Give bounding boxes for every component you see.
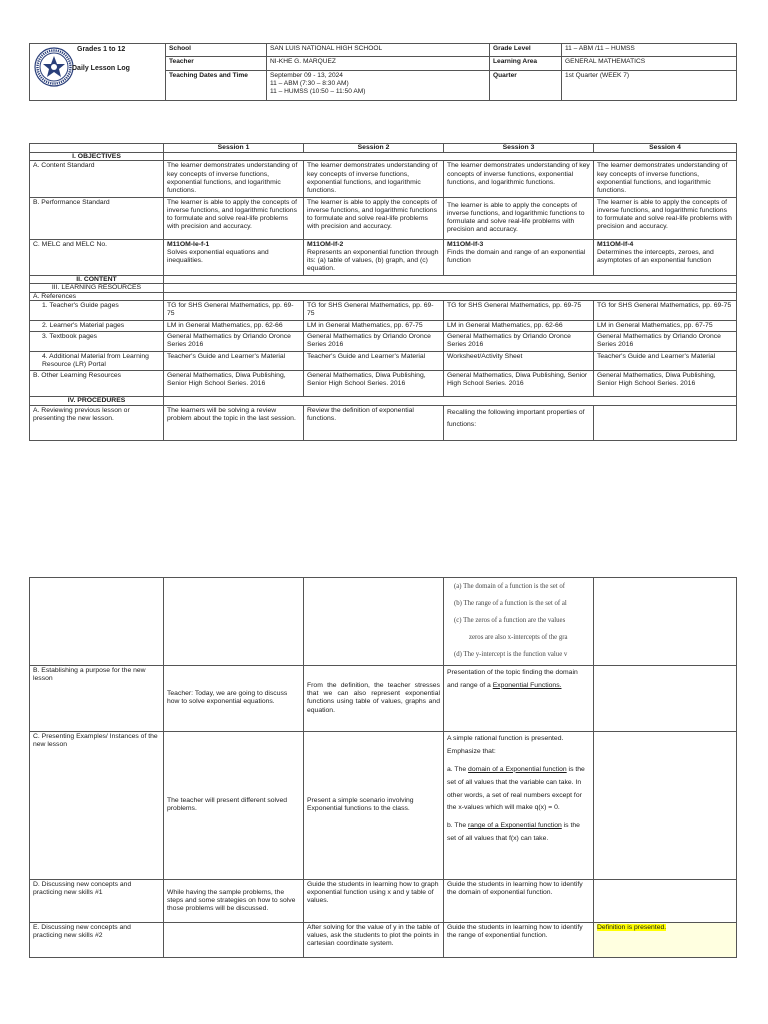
melc-desc: Finds the domain and range of an exponential function — [447, 248, 586, 265]
procedure-b-cell — [444, 665, 594, 731]
example-intro: A simple rational function is presented. Emphasize that: — [447, 734, 564, 755]
content-heading: II. CONTENT — [30, 275, 164, 283]
grades-label: Grades 1 to 12 — [77, 46, 126, 53]
procedure-d-cell — [594, 879, 737, 922]
property-line: (d) The y-intercept is the function value v — [454, 650, 568, 658]
procedures-heading: IV. PROCEDURES — [30, 397, 164, 405]
school-value: SAN LUIS NATIONAL HIGH SCHOOL — [267, 44, 490, 57]
dates-value — [267, 71, 490, 101]
melc-code: M11OM-If-4 — [597, 240, 634, 248]
other-resources-cell: General Mathematics, Diwa Publishing, Senior High School Series. 2016 — [594, 371, 737, 397]
lm-label: 2. Learner's Material pages — [30, 320, 164, 331]
property-line: zeros are also x-intercepts of the gra — [469, 633, 568, 641]
procedure-c-cell: Present a simple scenario involving Exponential functions to the class. — [304, 731, 444, 879]
definition-prefix: b. The — [447, 822, 469, 830]
school-label: School — [166, 44, 267, 57]
procedure-b-cell: Teacher: Today, we are going to discuss how to solve exponential equations. — [164, 665, 304, 731]
definition-text: is the set of all values that the variable can take. In other words, a set of real numbers except for the x-values which will make q(x) = 0. — [447, 765, 585, 812]
range-definition — [447, 820, 590, 846]
procedure-c-cell: The teacher will present different solved problems. — [164, 731, 304, 879]
header-table — [29, 43, 737, 101]
textbook-cell: General Mathematics by Orlando Oronce Series 2016 — [594, 331, 737, 351]
tg-label: 1. Teacher's Guide pages — [30, 301, 164, 321]
content-standard-cell: The learner demonstrates understanding of key concepts of inverse functions, exponential functions, and logarithmic functions. — [164, 161, 304, 197]
melc-code: M11OM-Ie-f-1 — [167, 240, 210, 248]
performance-standard-cell: The learner is able to apply the concepts of inverse functions, and logarithmic functions to formulate and solve real-life problems with precision and accuracy. — [594, 197, 737, 239]
procedure-a-cell: Review the definition of exponential functions. — [304, 405, 444, 440]
procedure-d-cell: Guide the students in learning how to identify the domain of exponential function. — [444, 879, 594, 922]
procedure-e-cell: Guide the students in learning how to identify the range of exponential function. — [444, 922, 594, 957]
property-line: (c) The zeros of a function are the values — [454, 616, 566, 624]
procedure-e-cell: After solving for the value of y in the table of values, ask the students to plot the points in cartesian coordinate system. — [304, 922, 444, 957]
blank-cell — [164, 275, 737, 283]
textbook-cell: General Mathematics by Orlando Oronce Series 2016 — [444, 331, 594, 351]
definition-text: is the set of all values that f(x) can take. — [447, 822, 580, 843]
blank-cell — [30, 144, 164, 153]
session-header: Session 3 — [444, 144, 594, 153]
references-label: A. References — [30, 292, 164, 300]
other-resources-cell: General Mathematics, Diwa Publishing, Senior High School Series. 2016 — [164, 371, 304, 397]
grade-level-value: 11 – ABM /11 – HUMSS — [562, 44, 737, 57]
melc-code: M11OM-If-2 — [307, 240, 344, 248]
procedure-a-cell: Recalling the following important properties of functions: — [444, 405, 594, 440]
melc-desc: Determines the intercepts, zeroes, and asymptotes of an exponential function — [597, 248, 714, 265]
highlighted-note: Definition is presented. — [597, 923, 667, 931]
procedure-a-cell — [594, 405, 737, 440]
blank-cell — [164, 397, 737, 405]
quarter-label: Quarter — [490, 71, 562, 101]
additional-cell: Teacher's Guide and Learner's Material — [594, 351, 737, 371]
blank-cell — [164, 153, 737, 161]
melc-desc: Solves exponential equations and inequalities. — [167, 248, 269, 265]
additional-cell: Teacher's Guide and Learner's Material — [304, 351, 444, 371]
grade-level-label: Grade Level — [490, 44, 562, 57]
blank-cell — [164, 578, 304, 666]
dates-label: Teaching Dates and Time — [166, 71, 267, 101]
blank-cell — [594, 665, 737, 731]
tg-cell: TG for SHS General Mathematics, pp. 69-75 — [444, 301, 594, 321]
learning-area-value: GENERAL MATHEMATICS — [562, 57, 737, 71]
lm-cell: LM in General Mathematics, pp. 67-75 — [304, 320, 444, 331]
additional-label: 4. Additional Material from Learning Resource (LR) Portal — [30, 351, 164, 371]
additional-cell: Worksheet/Activity Sheet — [444, 351, 594, 371]
dates-line: 11 – HUMSS (10:50 – 11:50 AM) — [270, 88, 366, 96]
blank-cell — [164, 292, 737, 300]
content-standard-label: A. Content Standard — [30, 161, 164, 197]
textbook-cell: General Mathematics by Orlando Oronce Series 2016 — [304, 331, 444, 351]
textbook-cell: General Mathematics by Orlando Oronce Series 2016 — [164, 331, 304, 351]
session-header: Session 4 — [594, 144, 737, 153]
tg-cell: TG for SHS General Mathematics, pp. 69-75 — [164, 301, 304, 321]
procedure-e-label: E. Discussing new concepts and practicing new skills #2 — [30, 922, 164, 957]
procedure-d-cell: While having the sample problems, the steps and some strategies on how to solve those problems will be discussed. — [164, 879, 304, 922]
performance-standard-cell: The learner is able to apply the concepts of inverse functions, and logarithmic functions to formulate and solve real-life problems with precision and accuracy. — [444, 197, 594, 239]
teacher-value: NI-KHE G. MARQUEZ — [267, 57, 490, 71]
domain-definition — [447, 764, 590, 816]
session-header: Session 2 — [304, 144, 444, 153]
melc-cell — [164, 239, 304, 275]
additional-cell: Teacher's Guide and Learner's Material — [164, 351, 304, 371]
procedure-a-cell: The learners will be solving a review problem about the topic in the last session. — [164, 405, 304, 440]
blank-cell — [594, 578, 737, 666]
lesson-table-continued — [29, 577, 737, 958]
definition-prefix: a. The — [447, 765, 469, 773]
other-resources-label: B. Other Learning Resources — [30, 371, 164, 397]
melc-cell — [594, 239, 737, 275]
procedure-e-cell — [594, 922, 737, 957]
content-standard-cell: The learner demonstrates understanding of key concepts of inverse functions, exponential functions, and logarithmic functions. — [444, 161, 594, 197]
log-title: Daily Lesson Log — [72, 65, 130, 72]
lesson-table — [29, 143, 737, 441]
tg-cell: TG for SHS General Mathematics, pp. 69-75 — [304, 301, 444, 321]
resources-heading: III. LEARNING RESOURCES — [30, 284, 164, 292]
content-standard-cell: The learner demonstrates understanding of key concepts of inverse functions, exponential functions, and logarithmic functions. — [594, 161, 737, 197]
learning-area-label: Learning Area — [490, 57, 562, 71]
melc-code: M11OM-If-3 — [447, 240, 484, 248]
domain-link: domain of a Exponential function — [468, 765, 567, 773]
property-line: (a) The domain of a function is the set of — [454, 583, 566, 590]
other-resources-cell: General Mathematics, Diwa Publishing, Senior High School Series. 2016 — [444, 371, 594, 397]
exponential-functions-link: Exponential Functions. — [492, 681, 562, 689]
blank-cell — [304, 578, 444, 666]
dates-line: 11 – ABM (7:30 – 8:30 AM) — [270, 80, 349, 88]
procedure-d-cell: Guide the students in learning how to graph exponential function using x and y table of values. — [304, 879, 444, 922]
blank-cell — [30, 578, 164, 666]
melc-cell — [444, 239, 594, 275]
deped-seal-icon — [34, 47, 74, 87]
blank-cell — [164, 284, 737, 292]
melc-desc: Represents an exponential function through its: (a) table of values, (b) graph, and (c) equation. — [307, 248, 439, 273]
quarter-value: 1st Quarter (WEEK 7) — [562, 71, 737, 101]
procedure-b-label: B. Establishing a purpose for the new lesson — [30, 665, 164, 731]
content-standard-cell: The learner demonstrates understanding of key concepts of inverse functions, exponential functions, and logarithmic functions. — [304, 161, 444, 197]
property-line: (b) The range of a function is the set of al — [454, 599, 567, 607]
logo-cell — [30, 44, 166, 101]
performance-standard-label: B. Performance Standard — [30, 197, 164, 239]
function-properties-image — [444, 578, 594, 666]
lm-cell: LM in General Mathematics, pp. 62-66 — [164, 320, 304, 331]
procedure-d-label: D. Discussing new concepts and practicing new skills #1 — [30, 879, 164, 922]
procedure-a-label: A. Reviewing previous lesson or presenting the new lesson. — [30, 405, 164, 440]
session-header: Session 1 — [164, 144, 304, 153]
lm-cell: LM in General Mathematics, pp. 62-66 — [444, 320, 594, 331]
procedure-c-cell — [444, 731, 594, 879]
procedure-e-cell — [164, 922, 304, 957]
range-link: range of a Exponential function — [468, 822, 562, 830]
tg-cell: TG for SHS General Mathematics, pp. 69-75 — [594, 301, 737, 321]
performance-standard-cell: The learner is able to apply the concepts of inverse functions, and logarithmic functions to formulate and solve real-life problems with precision and accuracy. — [304, 197, 444, 239]
melc-label: C. MELC and MELC No. — [30, 239, 164, 275]
purpose-text: Presentation of the topic finding the domain and range of a — [447, 668, 578, 689]
procedure-c-label: C. Presenting Examples/ Instances of the new lesson — [30, 731, 164, 879]
textbook-label: 3. Textbook pages — [30, 331, 164, 351]
procedure-b-cell: From the definition, the teacher stresses that we can also represent exponential functions using table of values, graphs and equation. — [304, 665, 444, 731]
teacher-label: Teacher — [166, 57, 267, 71]
performance-standard-cell: The learner is able to apply the concepts of inverse functions, and logarithmic functions to formulate and solve real-life problems with precision and accuracy. — [164, 197, 304, 239]
blank-cell — [594, 731, 737, 879]
other-resources-cell: General Mathematics, Diwa Publishing, Senior High School Series. 2016 — [304, 371, 444, 397]
objectives-heading: I. OBJECTIVES — [30, 153, 164, 161]
lm-cell: LM in General Mathematics, pp. 67-75 — [594, 320, 737, 331]
melc-cell — [304, 239, 444, 275]
dates-line: September 09 - 13, 2024 — [270, 72, 343, 79]
